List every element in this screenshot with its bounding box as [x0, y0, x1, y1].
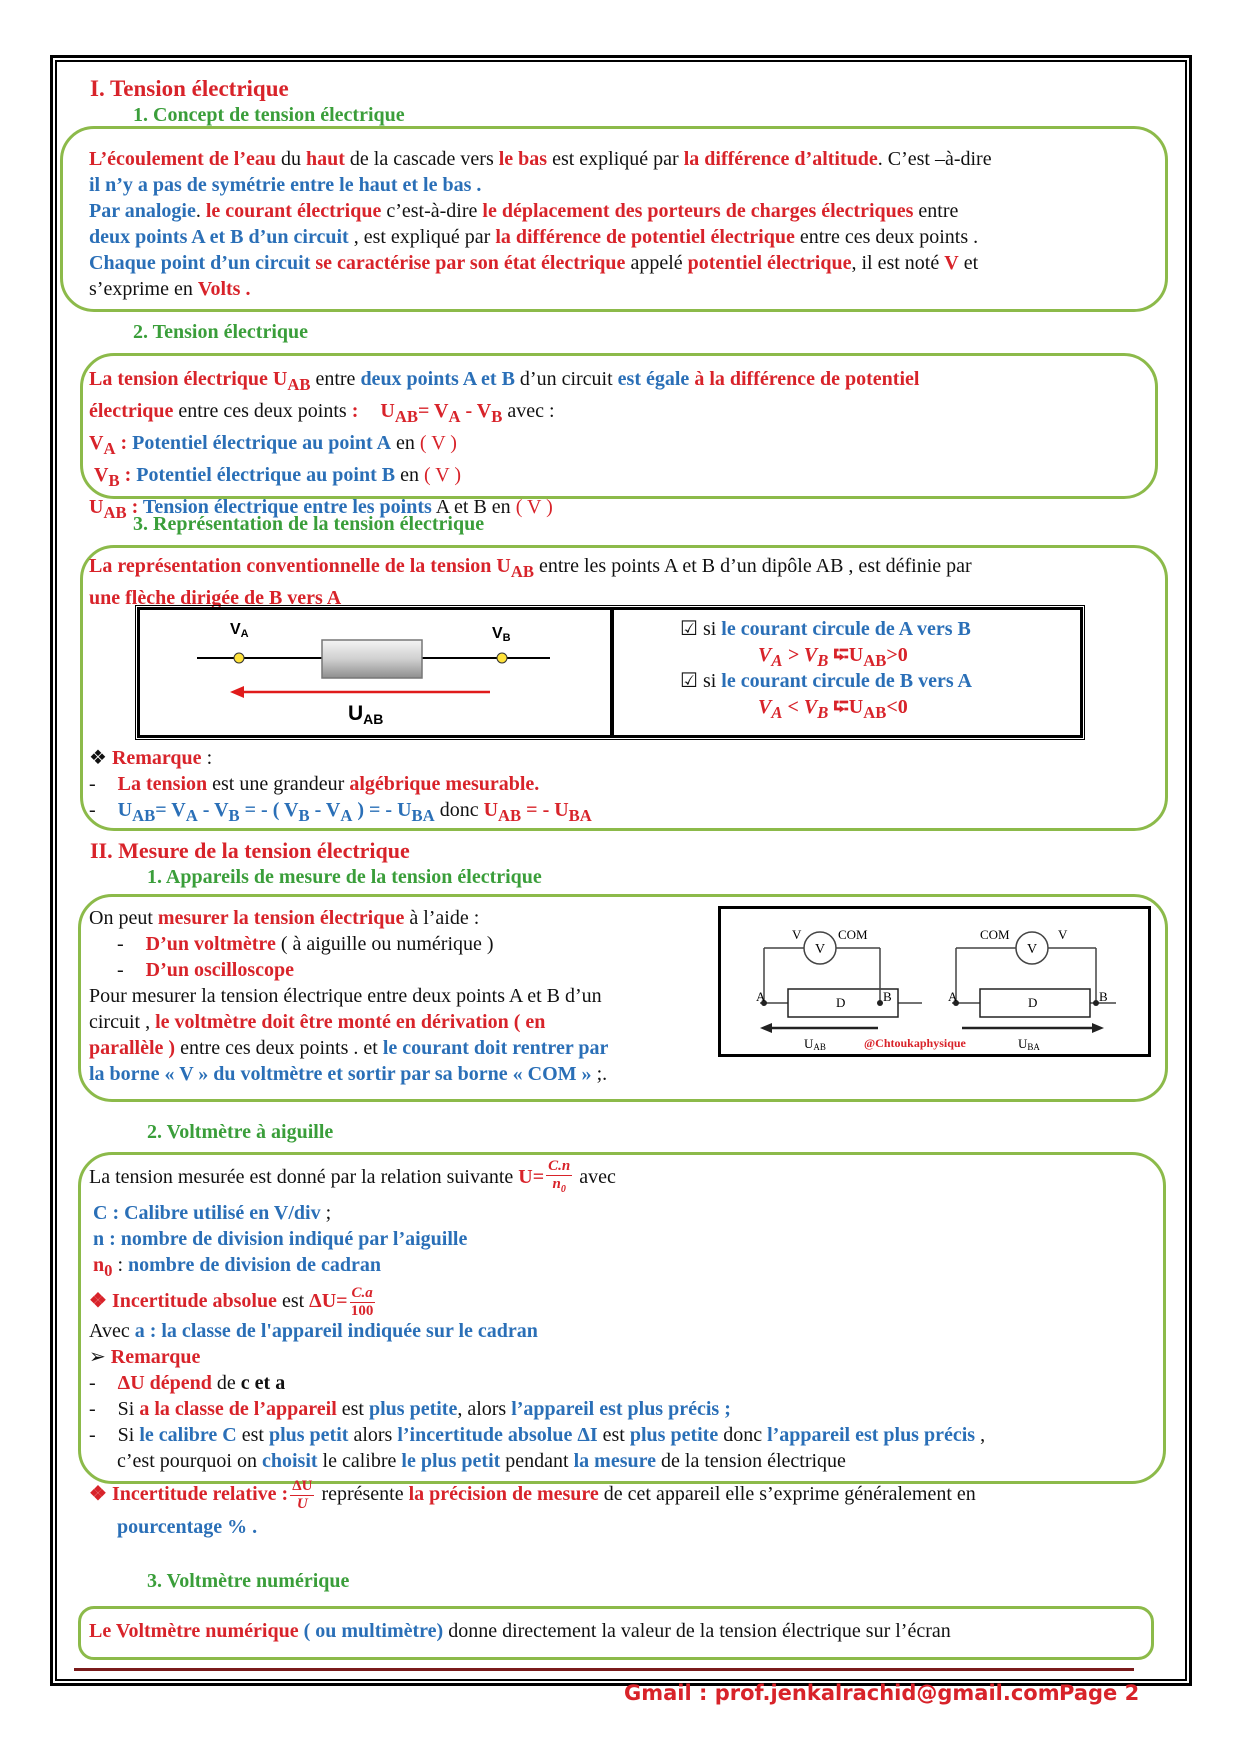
terminal-v-right: V — [1058, 927, 1068, 942]
rule-1: ☑ si le courant circule de A vers B $V_A > V_B$ $⮓U_{AB}>0$ — [680, 618, 971, 670]
concept-text: L’écoulement de l’eau du haut de la cascade vers le bas est expliqué par la différence d’altitude. C’est –à-dire il n’y a pas de symétrie entre le haut et le bas . Par analogie. le courant électrique c’est-à-dire le déplacement des porteurs de charges électriques entre deux points A et B d’un circuit , est expliqué par la différence de potentiel électrique entre ces deux points . Chaque point d’un circuit se caractérise par son état électrique appelé potentiel électrique, il est noté V et s’exprime en Volts . — [89, 148, 992, 300]
representation-text: La représentation conventionnelle de la tension $U_{AB}$ entre les points A et B d’un dipôle AB , est définie par une flèche dirigée de B vers A — [89, 555, 972, 609]
footer-page-number: Page 2 — [1059, 1681, 1140, 1705]
terminal-com-right: COM — [980, 927, 1010, 942]
dipole-diagram — [140, 610, 606, 730]
dipole-right-label: D — [1028, 995, 1038, 1010]
node-b-right-label: B — [1099, 989, 1108, 1004]
circuit-frame — [720, 908, 1150, 1056]
dipole-diagram-cell — [138, 608, 612, 737]
needle-voltmeter-text: La tension mesurée est donné par la relation suivante U= $\frac{C.n}{n_0}$ avec C : Calibre utilisé en V/div ; n : nombre de division indiqué par l’aiguille $n_0$ : nombre de division de cadran ❖ Incertitude absolue est ΔU= $\frac{C.a}{100}$ Avec a : la classe de l'appareil indiquée sur le cadran ➢ Remarque - ΔU dépend de c et a - Si a la classe de l’appareil est plus petite, alors l’appareil est plus précis ; - Si le calibre C est plus petit alors l’incertitude absolue ΔI est plus petite donc l’appareil est plus précis , c’est pourquoi on choisit le calibre le plus petit pendant la mesure de la tension électrique ❖ Incertitude relative : $\frac{\Delta U}{U}$ représente la précision de mesure de cet appareil elle s’exprime généralement en pourcentage % . — [89, 1158, 986, 1538]
node-a-right-label: A — [948, 989, 958, 1004]
voltmeter-left-v: V — [815, 942, 826, 957]
terminal-v-left: V — [792, 927, 802, 942]
vb-label: VB — [492, 625, 511, 644]
digital-voltmeter-text: Le Voltmètre numérique ( ou multimètre) donne directement la valeur de la tension électrique sur l’écran — [89, 1620, 951, 1642]
section-1-title: I. Tension électrique — [90, 76, 289, 101]
representation-table — [135, 605, 1085, 740]
voltmeter-circuit-diagram — [718, 906, 1152, 1058]
subsection-1-3-title: 3. Représentation de la tension électrique — [133, 513, 485, 535]
terminal-com-left: COM — [838, 927, 868, 942]
dipole-left-label: D — [836, 995, 846, 1010]
subsection-2-2-title: 2. Voltmètre à aiguille — [147, 1121, 334, 1143]
voltmeter-right-v: V — [1027, 942, 1038, 957]
subsection-2-3-title: 3. Voltmètre numérique — [147, 1570, 350, 1592]
uab-label: UAB — [348, 702, 384, 727]
va-label: VA — [230, 621, 249, 640]
credit-watermark: @Chtoukaphysique — [864, 1036, 966, 1050]
remark-1: ❖ Remarque : - La tension est une grandeur algébrique mesurable. - $U_{AB}= V_A - V_B$ = - ( $V_B - V_A$ ) = - $U_{BA}$ donc $U_{AB}$ = - $U_{BA}$ — [89, 747, 592, 825]
uab-left-label: UAB — [804, 1036, 826, 1052]
footer-rule — [74, 1668, 1134, 1671]
rules-cell — [612, 608, 1082, 737]
rule-2: ☑ si le courant circule de B vers A $V_A < V_B$ $⮓U_{AB}<0$ — [680, 670, 972, 722]
point-a — [234, 653, 244, 663]
subsection-1-2-title: 2. Tension électrique — [133, 321, 309, 343]
node-a-left-label: A — [756, 989, 766, 1004]
uba-right-label: UBA — [1018, 1036, 1040, 1052]
measure-text: On peut mesurer la tension électrique à l’aide : - D’un voltmètre ( à aiguille ou numérique ) - D’un oscilloscope Pour mesurer la tension électrique entre deux points A et B d’un circuit , le voltmètre doit être monté en dérivation ( en parallèle ) entre ces deux points . et le courant doit rentrer par la borne « V » du voltmètre et sortir par sa borne « COM » ;. — [89, 907, 609, 1085]
footer-email: Gmail : prof.jenkalrachid@gmail.com — [624, 1681, 1060, 1705]
dipole-rect — [322, 640, 422, 678]
node-b-left-label: B — [883, 989, 892, 1004]
section-2-title: II. Mesure de la tension électrique — [90, 838, 410, 863]
point-b — [497, 653, 507, 663]
uab-arrow-head — [230, 686, 244, 698]
subsection-2-1-title: 1. Appareils de mesure de la tension électrique — [147, 866, 542, 888]
subsection-1-1-title: 1. Concept de tension électrique — [133, 104, 405, 126]
tension-text: La tension électrique $U_{AB}$ entre deux points A et B d’un circuit est égale à la différence de potentiel électrique entre ces deux points : $U_{AB}= V_A - V_B$ avec : $V_A$ : Potentiel électrique au point A en ( V ) $V_B$ : Potentiel électrique au point B en ( V ) $U_{AB}$ : Tension électrique entre les points A et B en ( V ) — [89, 368, 920, 522]
